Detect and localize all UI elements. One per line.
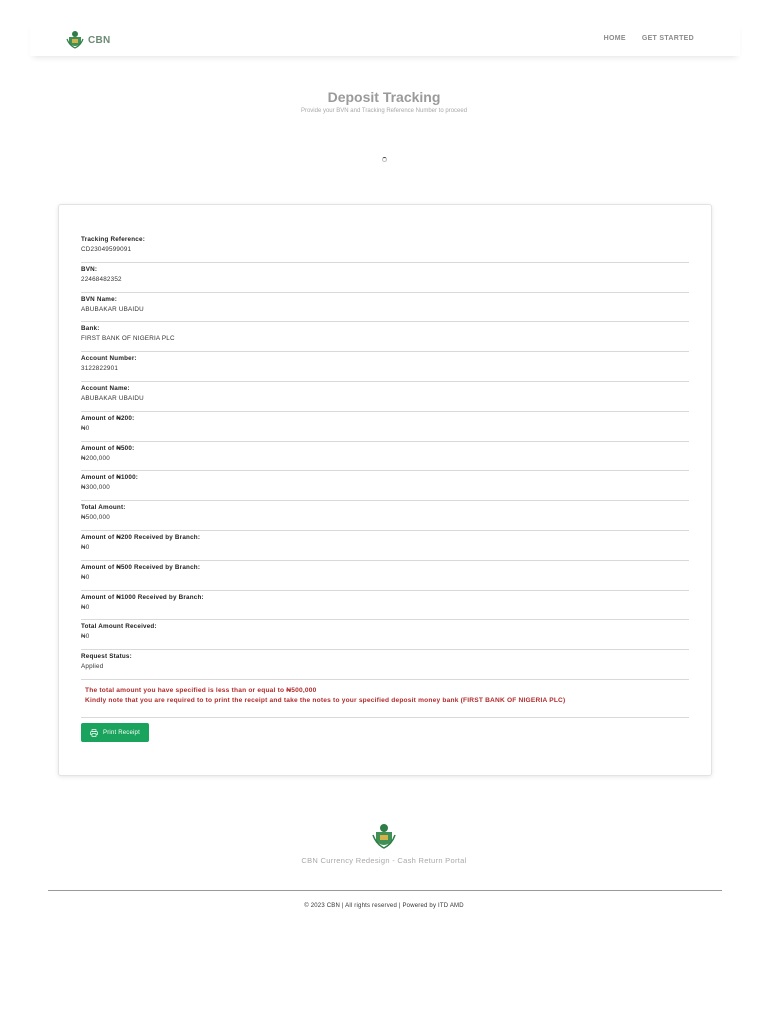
amount-notice bbox=[85, 686, 689, 705]
detail-row-received-200 bbox=[81, 531, 689, 561]
detail-value: ₦0 bbox=[81, 424, 90, 432]
detail-value: 22468482352 bbox=[81, 275, 122, 283]
notice-line-1: The total amount you have specified is less than or equal to ₦500,000 bbox=[85, 687, 317, 694]
detail-row-received-500 bbox=[81, 561, 689, 591]
loading-spinner-icon bbox=[382, 157, 387, 162]
printer-icon bbox=[90, 729, 98, 737]
detail-value: 3122822901 bbox=[81, 365, 119, 373]
nav-home-link[interactable]: HOME bbox=[603, 35, 626, 42]
detail-row-bank bbox=[81, 322, 689, 352]
detail-label: Bank: bbox=[81, 325, 100, 333]
page-title: Deposit Tracking bbox=[327, 89, 441, 105]
notice-line-2: Kindly note that you are required to to print the receipt and take the notes to your specified deposit money bank (FIRST BANK OF NIGERIA PLC) bbox=[85, 696, 566, 704]
detail-row-account-name bbox=[81, 382, 689, 412]
detail-label: BVN: bbox=[81, 265, 98, 273]
detail-value: ₦0 bbox=[81, 573, 90, 581]
detail-label: Amount of ₦200 Received by Branch: bbox=[81, 533, 201, 541]
detail-label: Total Amount: bbox=[81, 504, 126, 512]
print-receipt-button[interactable] bbox=[81, 723, 149, 742]
detail-label: Amount of ₦200: bbox=[81, 414, 135, 422]
detail-row-received-1000 bbox=[81, 591, 689, 621]
copyright-text: © 2023 CBN | All rights reserved | Powered by ITD AMD bbox=[304, 903, 464, 909]
detail-row-amount-500 bbox=[81, 442, 689, 472]
detail-value: ₦0 bbox=[81, 633, 90, 641]
brand[interactable] bbox=[66, 30, 111, 50]
detail-value: ₦500,000 bbox=[81, 514, 110, 522]
nav-links bbox=[604, 35, 694, 42]
status-value: Applied bbox=[81, 663, 104, 671]
detail-row-bvn bbox=[81, 263, 689, 293]
detail-value: FIRST BANK OF NIGERIA PLC bbox=[81, 335, 175, 343]
detail-value: ₦0 bbox=[81, 603, 90, 611]
print-receipt-label: Print Receipt bbox=[103, 729, 140, 736]
detail-row-amount-1000 bbox=[81, 471, 689, 501]
detail-value: ₦200,000 bbox=[81, 454, 110, 462]
detail-row-account-number bbox=[81, 352, 689, 382]
brand-name: CBN bbox=[88, 34, 111, 46]
footer-tagline: CBN Currency Redesign - Cash Return Portal bbox=[301, 856, 467, 865]
deposit-details-card bbox=[58, 204, 712, 776]
nav-get-started-link[interactable]: GET STARTED bbox=[641, 35, 694, 42]
divider bbox=[81, 717, 689, 718]
detail-row-total-received bbox=[81, 620, 689, 650]
detail-value: ₦300,000 bbox=[81, 484, 110, 492]
detail-label: Account Name: bbox=[81, 384, 130, 392]
cbn-crest-icon bbox=[372, 823, 396, 851]
detail-label: Tracking Reference: bbox=[81, 236, 145, 243]
detail-row-amount-200 bbox=[81, 412, 689, 442]
details-list bbox=[81, 233, 689, 680]
detail-row-bvn-name bbox=[81, 293, 689, 323]
detail-label: Amount of ₦500: bbox=[81, 444, 135, 452]
detail-label: BVN Name: bbox=[81, 295, 118, 303]
page-subtitle: Provide your BVN and Tracking Reference Number to proceed bbox=[300, 108, 468, 114]
detail-label: Amount of ₦1000 Received by Branch: bbox=[81, 593, 204, 601]
detail-label: Total Amount Received: bbox=[81, 623, 157, 631]
detail-label: Account Number: bbox=[81, 355, 137, 363]
detail-label: Amount of ₦500 Received by Branch: bbox=[81, 563, 201, 571]
detail-label: Request Status: bbox=[81, 653, 132, 661]
detail-row-request-status bbox=[81, 650, 689, 680]
detail-value: ABUBAKAR UBAIDU bbox=[81, 305, 144, 313]
top-navbar bbox=[30, 22, 740, 56]
footer-divider bbox=[48, 890, 722, 891]
detail-value: CD23049599091 bbox=[81, 246, 132, 253]
cbn-crest-icon bbox=[66, 30, 84, 50]
detail-label: Amount of ₦1000: bbox=[81, 474, 139, 482]
detail-value: ABUBAKAR UBAIDU bbox=[81, 394, 144, 402]
detail-row-tracking-reference bbox=[81, 233, 689, 263]
detail-value: ₦0 bbox=[81, 543, 90, 551]
detail-row-total-amount bbox=[81, 501, 689, 531]
